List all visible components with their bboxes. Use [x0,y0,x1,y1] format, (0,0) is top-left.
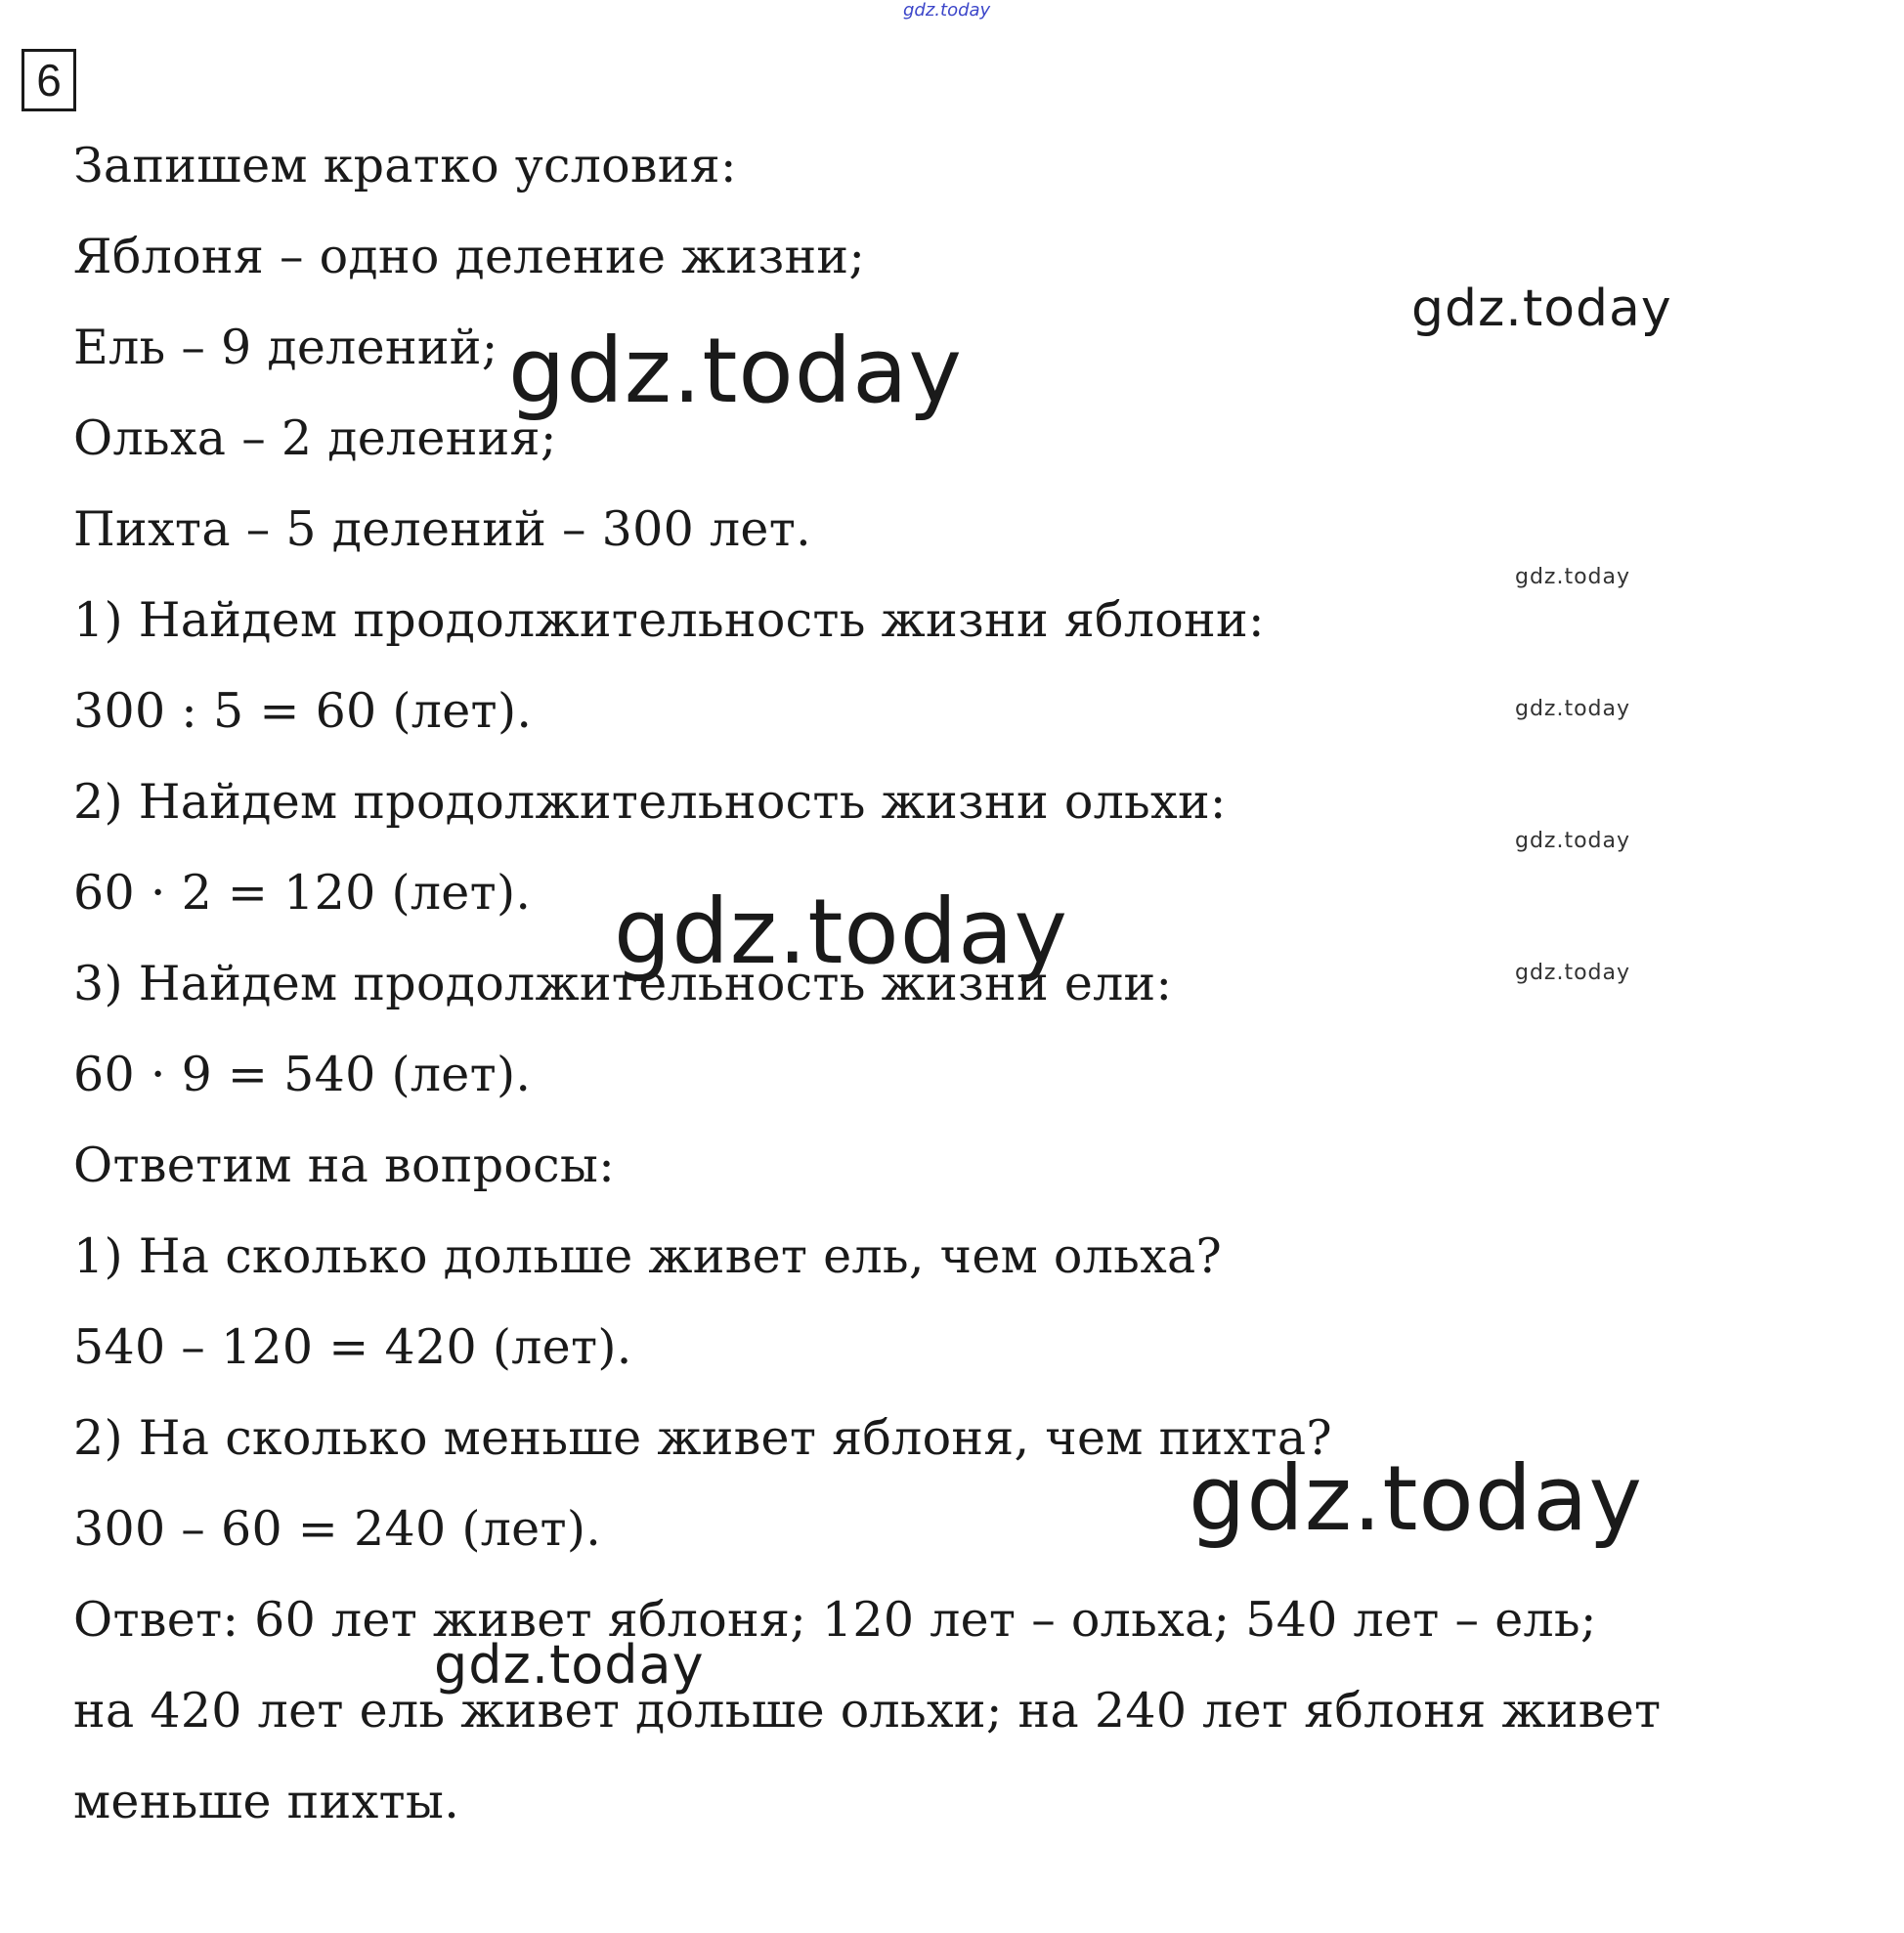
text-line: Ответим на вопросы: [73,1138,616,1193]
text-line: 60 · 2 = 120 (лет). [73,865,532,921]
text-line: 3) Найдем продолжительность жизни ели: [73,956,1173,1011]
watermark: gdz.today [1189,1446,1643,1551]
text-line: 300 : 5 = 60 (лет). [73,683,533,739]
text-line: Пихта – 5 делений – 300 лет. [73,501,811,557]
text-line: 540 – 120 = 420 (лет). [73,1319,632,1375]
watermark: gdz.today [1515,961,1631,985]
watermark: gdz.today [508,319,963,423]
watermark-top: gdz.today [903,0,991,21]
text-line: на 420 лет ель живет дольше ольхи; на 240 лет яблоня живет [73,1683,1662,1739]
task-number-box: 6 [22,49,76,111]
text-line: 60 · 9 = 540 (лет). [73,1047,532,1102]
watermark: gdz.today [434,1634,705,1696]
text-line: 1) Найдем продолжительность жизни яблони: [73,592,1265,648]
text-line: 1) На сколько дольше живет ель, чем ольха? [73,1228,1223,1284]
text-line: Запишем кратко условия: [73,138,737,193]
watermark: gdz.today [1515,829,1631,853]
text-line: меньше пихты. [73,1774,460,1829]
text-line: 2) На сколько меньше живет яблоня, чем пихта? [73,1410,1332,1466]
text-line: 2) Найдем продолжительность жизни ольхи: [73,774,1227,830]
text-line: 300 – 60 = 240 (лет). [73,1501,602,1557]
watermark: gdz.today [1411,279,1672,338]
text-line: Ель – 9 делений; [73,320,498,375]
watermark: gdz.today [1515,565,1631,589]
text-line: Яблоня – одно деление жизни; [73,229,866,284]
watermark: gdz.today [1515,697,1631,721]
watermark: gdz.today [614,880,1068,984]
text-line: Ответ: 60 лет живет яблоня; 120 лет – ольха; 540 лет – ель; [73,1592,1597,1648]
text-line: Ольха – 2 деления; [73,410,557,466]
